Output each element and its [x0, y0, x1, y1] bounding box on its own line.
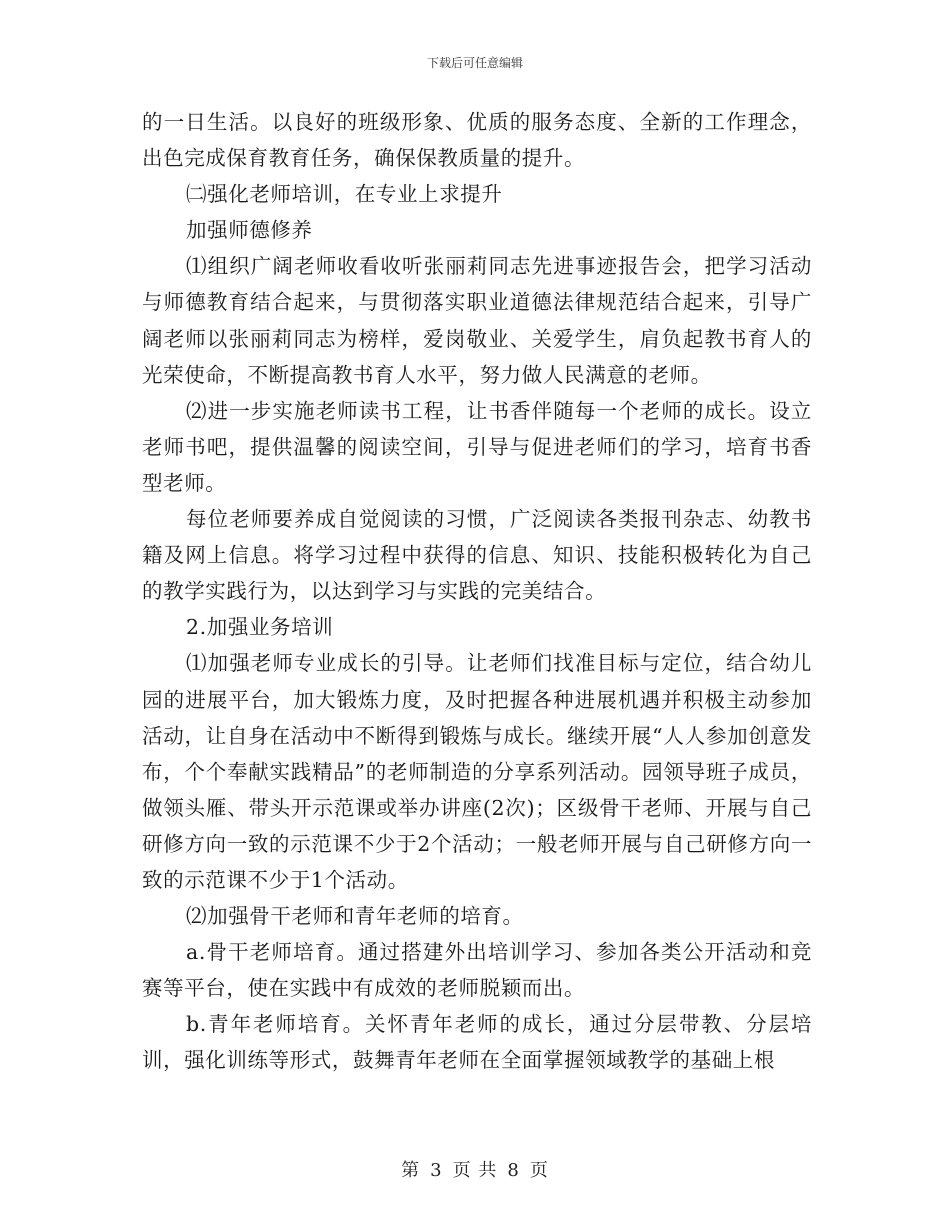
paragraph: ⑴加强老师专业成长的引导。让老师们找准目标与定位，结合幼儿园的进展平台，加大锻炼力度，及时把握各种进展机遇并积极主动参加活动，让自身在活动中不断得到锻炼与成长。继续开展“人人参加创意发布，个个奉献实践精品”的老师制造的分享系列活动。园领导班子成员，做领头雁、带头开示范课或举办讲座(2次)；区级骨干老师、开展与自己研修方向一致的示范课不少于2个活动；一般老师开展与自己研修方向一致的示范课不少于1个活动。 [142, 651, 812, 892]
paragraph: ⑴组织广阔老师收看收听张丽莉同志先进事迹报告会，把学习活动与师德教育结合起来，与贯彻落实职业道德法律规范结合起来，引导广阔老师以张丽莉同志为榜样，爱岗敬业、关爱学生，肩负起教书育人的光荣使命，不断提高教书育人水平，努力做人民满意的老师。 [142, 254, 812, 387]
total-page-count: 8 [507, 1160, 520, 1181]
section-heading: ㈡强化老师培训，在专业上求提升 [186, 182, 503, 207]
paragraph: ⑵进一步实施老师读书工程，让书香伴随每一个老师的成长。设立老师书吧，提供温馨的阅读空间，引导与促进老师们的学习，培育书香型老师。 [142, 398, 812, 495]
paragraph: ⑵加强骨干老师和青年老师的培育。 [186, 904, 524, 929]
page-footer [0, 1156, 950, 1182]
current-page-number: 3 [430, 1160, 443, 1181]
paragraph: 每位老师要养成自觉阅读的习惯，广泛阅读各类报刊杂志、幼教书籍及网上信息。将学习过程中获得的信息、知识、技能积极转化为自己的教学实践行为，以达到学习与实践的完美结合。 [142, 507, 812, 604]
footer-middle: 页 共 [452, 1160, 498, 1181]
subsection-heading: 2.加强业务培训 [186, 615, 334, 640]
paragraph: b.青年老师培育。关怀青年老师的成长，通过分层带教、分层培训，强化训练等形式，鼓舞青年老师在全面掌握领域教学的基础上根 [142, 1012, 812, 1073]
footer-prefix: 第 [401, 1160, 421, 1181]
paragraph: a.骨干老师培育。通过搭建外出培训学习、参加各类公开活动和竞赛等平台，使在实践中有成效的老师脱颖而出。 [142, 940, 812, 1001]
footer-suffix: 页 [529, 1160, 549, 1181]
paragraph: 的一日生活。以良好的班级形象、优质的服务态度、全新的工作理念，出色完成保育教育任务，确保保教质量的提升。 [142, 110, 812, 171]
document-body [142, 104, 812, 1079]
page-header: 下载后可任意编辑 [426, 56, 523, 70]
subsection-heading: 加强师德修养 [186, 218, 313, 243]
